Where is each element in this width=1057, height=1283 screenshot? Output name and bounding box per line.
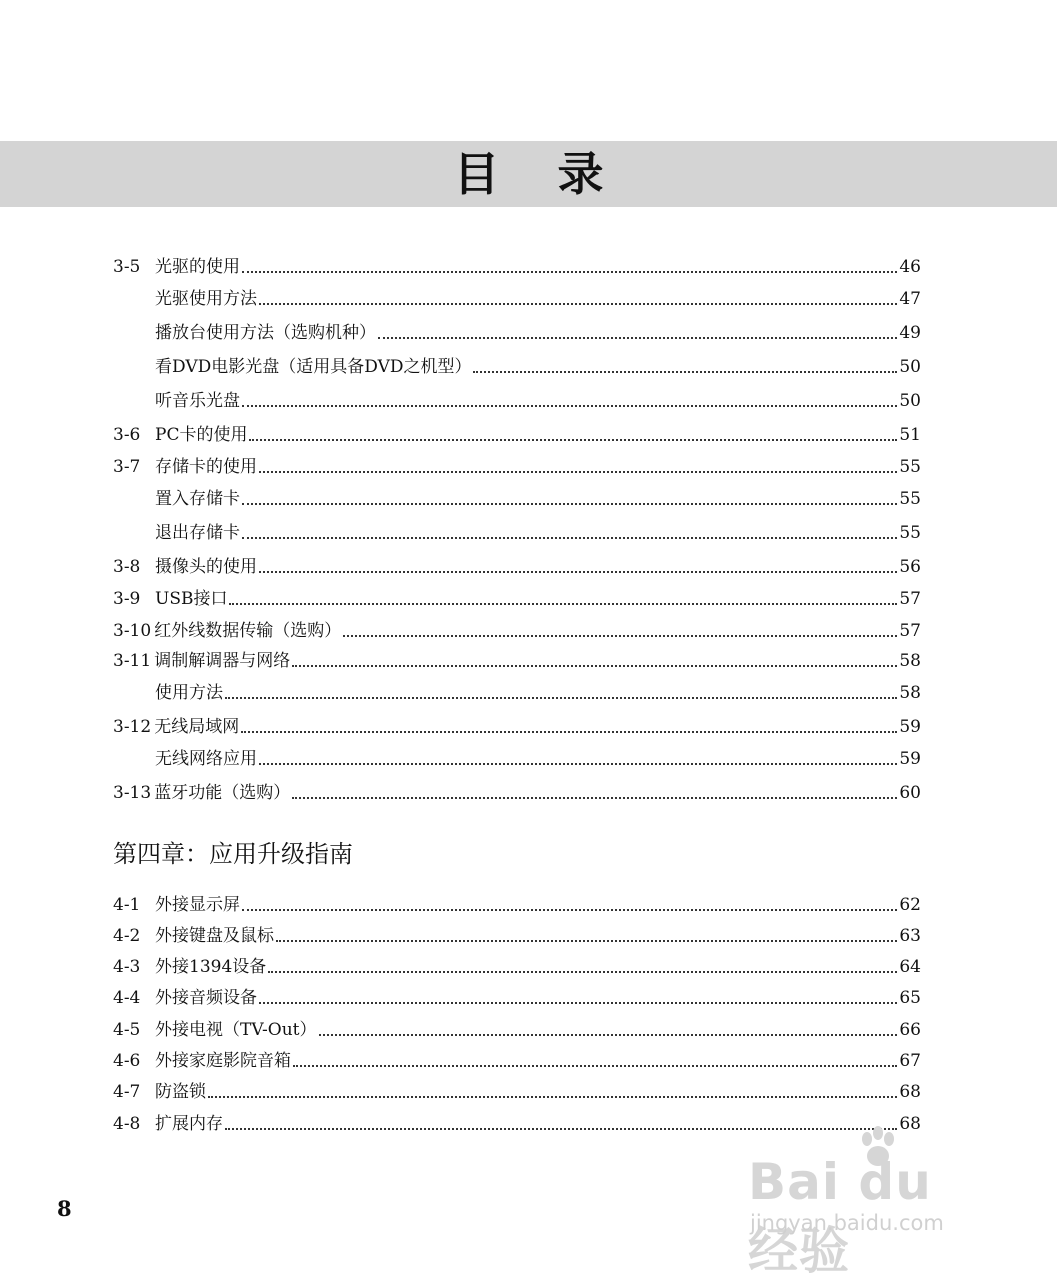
toc-entry-number: 4-2 — [113, 926, 141, 946]
toc-entry-page: 68 — [899, 1082, 921, 1102]
dot-leader — [293, 1065, 897, 1067]
toc-entry — [113, 1078, 921, 1102]
page-number: 8 — [57, 1196, 72, 1221]
toc-entry-label: 蓝牙功能（选购） — [154, 783, 291, 803]
toc-entry-label: 扩展内存 — [155, 1114, 223, 1134]
toc-entry-label: 听音乐光盘 — [155, 391, 240, 411]
dot-leader — [343, 635, 897, 637]
toc-entry — [113, 421, 921, 445]
dot-leader — [242, 503, 897, 505]
toc-entry — [113, 891, 921, 915]
toc-entry-number: 4-1 — [113, 895, 141, 915]
toc-entry — [113, 922, 921, 946]
toc-entry-page: 57 — [899, 621, 921, 641]
watermark — [748, 1125, 998, 1280]
toc-entry — [113, 485, 921, 509]
toc-entry-page: 66 — [899, 1020, 921, 1040]
toc-entry-page: 51 — [899, 425, 921, 445]
toc-entry-page: 67 — [899, 1051, 921, 1071]
toc-entry-label: 外接键盘及鼠标 — [155, 926, 274, 946]
toc-entry-label: 置入存储卡 — [155, 489, 240, 509]
toc-entry-label: 播放台使用方法（选购机种） — [155, 323, 376, 343]
toc-entry-label: 摄像头的使用 — [155, 557, 257, 577]
toc-entry — [113, 453, 921, 477]
toc-entry-page: 55 — [899, 489, 921, 509]
toc-entry — [113, 553, 921, 577]
watermark-url: jingyan.baidu.com — [750, 1211, 944, 1235]
page-title: 目录 — [453, 147, 662, 201]
toc-entry — [113, 679, 921, 703]
toc-entry-label: 使用方法 — [155, 683, 223, 703]
toc-entry-number: 4-6 — [113, 1051, 141, 1071]
toc-entry-label: 外接家庭影院音箱 — [155, 1051, 291, 1071]
toc-entry — [113, 984, 921, 1008]
dot-leader — [276, 940, 897, 942]
toc-entry-number: 4-5 — [113, 1020, 141, 1040]
toc-entry — [113, 585, 921, 609]
toc-entry-page: 60 — [899, 783, 921, 803]
dot-leader — [259, 303, 897, 305]
dot-leader — [241, 731, 897, 733]
dot-leader — [229, 603, 897, 605]
toc-entry-number: 4-4 — [113, 988, 141, 1008]
dot-leader — [268, 971, 897, 973]
dot-leader — [259, 1002, 897, 1004]
dot-leader — [319, 1034, 898, 1036]
chapter-heading: 第四章：应用升级指南 — [113, 840, 353, 868]
toc-entry — [113, 745, 921, 769]
toc-entry-number: 3-5 — [113, 257, 141, 277]
toc-entry-label: 外接音频设备 — [155, 988, 257, 1008]
toc-entry-label: USB接口 — [155, 589, 228, 609]
toc-entry-page: 62 — [899, 895, 921, 915]
toc-entry-number: 3-13 — [113, 783, 152, 803]
toc-entry-label: 光驱使用方法 — [155, 289, 257, 309]
dot-leader — [378, 337, 897, 339]
toc-entry — [113, 319, 921, 343]
toc-entry — [113, 617, 921, 641]
toc-entry-number: 3-8 — [113, 557, 141, 577]
dot-leader — [292, 665, 897, 667]
toc-entry-label: 光驱的使用 — [155, 257, 240, 277]
toc-entry-label: 存储卡的使用 — [155, 457, 257, 477]
toc-entry-page: 46 — [899, 257, 921, 277]
toc-entry-page: 56 — [899, 557, 921, 577]
toc-entry — [113, 1016, 921, 1040]
toc-entry-number: 4-3 — [113, 957, 141, 977]
dot-leader — [292, 797, 897, 799]
toc-entry-page: 49 — [899, 323, 921, 343]
toc-entry-page: 58 — [899, 651, 921, 671]
toc-entry — [113, 1047, 921, 1071]
toc-entry-label: 防盗锁 — [155, 1082, 206, 1102]
dot-leader — [242, 537, 897, 539]
toc-entry-number: 3-7 — [113, 457, 141, 477]
toc-entry-page: 50 — [899, 357, 921, 377]
dot-leader — [208, 1096, 897, 1098]
toc-entry-page: 64 — [899, 957, 921, 977]
toc-entry — [113, 647, 921, 671]
dot-leader — [259, 763, 897, 765]
toc-entry-page: 47 — [899, 289, 921, 309]
toc-entry — [113, 353, 921, 377]
toc-entry-number: 4-8 — [113, 1114, 141, 1134]
toc-entry-number: 3-6 — [113, 425, 141, 445]
toc-entry — [113, 953, 921, 977]
dot-leader — [259, 571, 897, 573]
toc-entry-page: 65 — [899, 988, 921, 1008]
toc-entry-number: 3-11 — [113, 651, 152, 671]
toc-entry — [113, 779, 921, 803]
dot-leader — [249, 439, 897, 441]
dot-leader — [242, 909, 897, 911]
dot-leader — [242, 271, 897, 273]
toc-entry-number: 3-12 — [113, 717, 152, 737]
toc-entry — [113, 253, 921, 277]
toc-entry-number: 4-7 — [113, 1082, 141, 1102]
toc-entry-number: 3-10 — [113, 621, 152, 641]
toc-entry-label: PC卡的使用 — [155, 425, 248, 445]
toc-entry-label: 外接电视（TV-Out） — [155, 1020, 317, 1040]
toc-entry-page: 63 — [899, 926, 921, 946]
dot-leader — [242, 405, 897, 407]
toc-entry-number: 3-9 — [113, 589, 141, 609]
dot-leader — [259, 471, 897, 473]
toc-entry-label: 外接显示屏 — [155, 895, 240, 915]
toc-entry-page: 58 — [899, 683, 921, 703]
toc-entry-page: 59 — [899, 749, 921, 769]
toc-entry-label: 无线网络应用 — [155, 749, 257, 769]
toc-entry-page: 59 — [899, 717, 921, 737]
toc-entry-page: 55 — [899, 523, 921, 543]
dot-leader — [473, 371, 897, 373]
toc-entry — [113, 713, 921, 737]
toc-entry-label: 退出存储卡 — [155, 523, 240, 543]
toc-entry-label: 红外线数据传输（选购） — [154, 621, 342, 641]
toc-entry-label: 无线局域网 — [154, 717, 240, 737]
dot-leader — [225, 697, 897, 699]
toc-entry-page: 50 — [899, 391, 921, 411]
toc-entry — [113, 285, 921, 309]
watermark-brand: Bai du 经验 — [748, 1153, 932, 1280]
toc-entry-label: 外接1394设备 — [155, 957, 267, 977]
toc-entry — [113, 387, 921, 411]
toc-entry-page: 57 — [899, 589, 921, 609]
toc-entry — [113, 519, 921, 543]
toc-entry-page: 68 — [899, 1114, 921, 1134]
toc-entry-label: 调制解调器与网络 — [154, 651, 291, 671]
toc-entry-label: 看DVD电影光盘（适用具备DVD之机型） — [155, 357, 472, 377]
toc-entry-page: 55 — [899, 457, 921, 477]
